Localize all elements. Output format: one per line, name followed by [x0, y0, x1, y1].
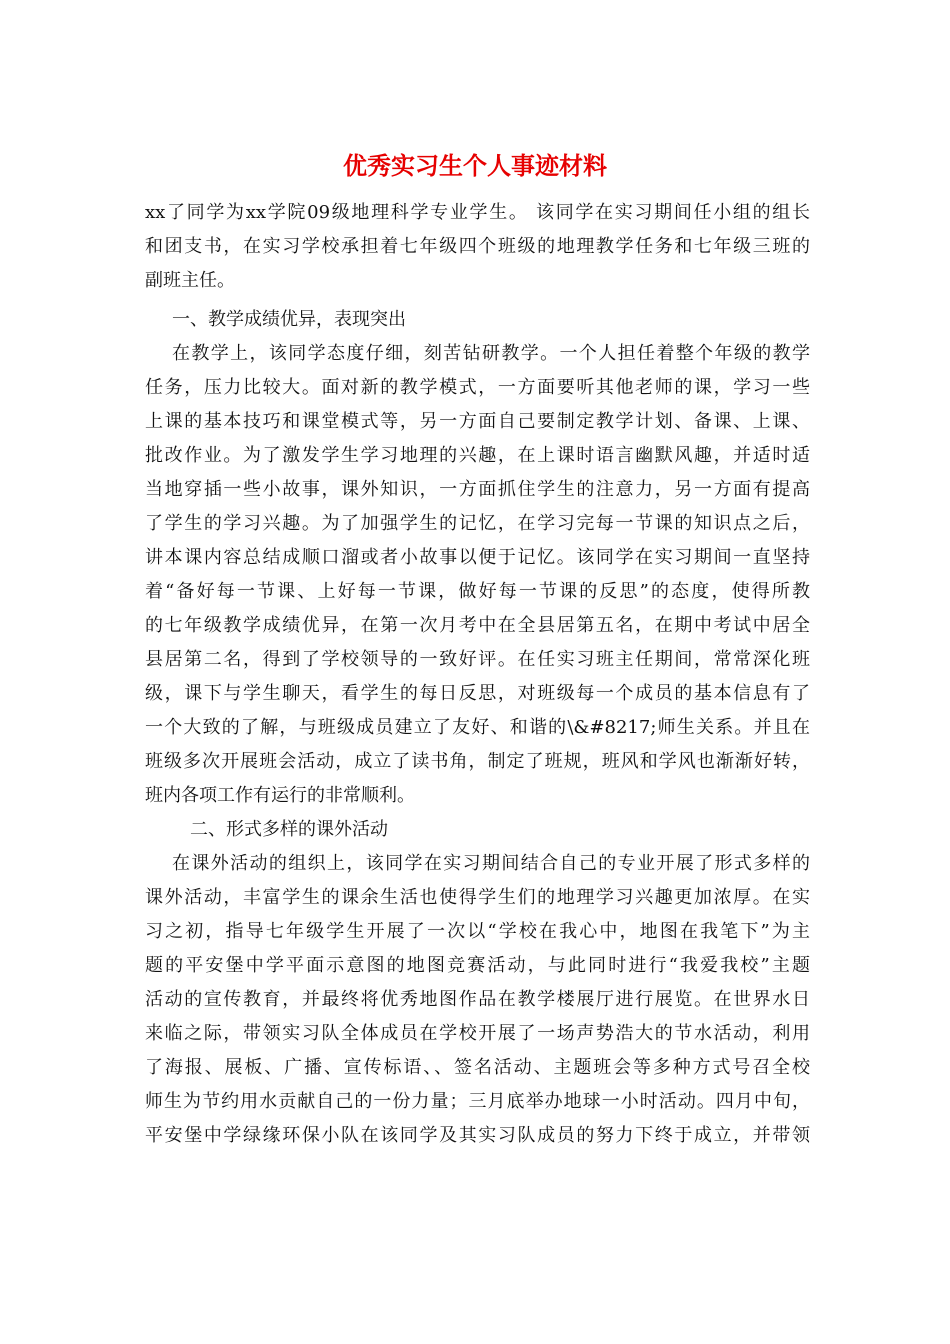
- paragraph-line: 习之初，指导七年级学生开展了一次以“学校在我心中，地图在我笔下”为主: [145, 921, 810, 942]
- paragraph-line: 班级多次开展班会活动，成立了读书角，制定了班规，班风和学风也渐渐好转，: [145, 751, 810, 772]
- paragraph-line: 在课外活动的组织上，该同学在实习期间结合自己的专业开展了形式多样的: [172, 853, 810, 874]
- paragraph-line: 了海报、展板、广播、宣传标语、、签名活动、主题班会等多种方式号召全校: [145, 1057, 810, 1078]
- paragraph-line: 课外活动，丰富学生的课余生活也使得学生们的地理学习兴趣更加浓厚。在实: [145, 887, 810, 908]
- paragraph-line: 任务，压力比较大。面对新的教学模式，一方面要听其他老师的课，学习一些: [145, 377, 810, 398]
- paragraph-line: 着“备好每一节课、上好每一节课，做好每一节课的反思”的态度，使得所教: [145, 581, 810, 602]
- section-heading-1: 一、教学成绩优异，表现突出: [172, 309, 406, 330]
- paragraph-line: 活动的宣传教育，并最终将优秀地图作品在教学楼展厅进行展览。在世界水日: [145, 989, 810, 1010]
- paragraph-line: 题的平安堡中学平面示意图的地图竞赛活动，与此同时进行“我爱我校”主题: [145, 955, 810, 976]
- paragraph-line: 一个大致的了解，与班级成员建立了友好、和谐的\&#8217;师生关系。并且在: [145, 717, 810, 738]
- paragraph-line: 了学生的学习兴趣。为了加强学生的记忆，在学习完每一节课的知识点之后，: [145, 513, 810, 534]
- section-heading-2: 二、形式多样的课外活动: [190, 819, 388, 840]
- intro-line: 副班主任。: [145, 270, 235, 291]
- paragraph-line: 当地穿插一些小故事，课外知识，一方面抓住学生的注意力，另一方面有提高: [145, 479, 810, 500]
- paragraph-line: 平安堡中学绿缘环保小队在该同学及其实习队成员的努力下终于成立，并带领: [145, 1125, 810, 1146]
- paragraph-line: 县居第二名，得到了学校领导的一致好评。在任实习班主任期间，常常深化班: [145, 649, 810, 670]
- paragraph-line: 师生为节约用水贡献自己的一份力量；三月底举办地球一小时活动。四月中旬，: [145, 1091, 810, 1112]
- paragraph-line: 班内各项工作有运行的非常顺利。: [145, 785, 415, 806]
- paragraph-line: 讲本课内容总结成顺口溜或者小故事以便于记忆。该同学在实习期间一直坚持: [145, 547, 810, 568]
- document-title: 优秀实习生个人事迹材料: [343, 151, 607, 180]
- paragraph-line: 批改作业。为了激发学生学习地理的兴趣，在上课时语言幽默风趣，并适时适: [145, 445, 810, 466]
- paragraph-line: 的七年级教学成绩优异，在第一次月考中在全县居第五名，在期中考试中居全: [145, 615, 810, 636]
- paragraph-line: 在教学上，该同学态度仔细，刻苦钻研教学。一个人担任着整个年级的教学: [172, 343, 810, 364]
- paragraph-line: 上课的基本技巧和课堂模式等，另一方面自己要制定教学计划、备课、上课、: [145, 411, 810, 432]
- paragraph-line: 来临之际，带领实习队全体成员在学校开展了一场声势浩大的节水活动，利用: [145, 1023, 810, 1044]
- intro-line: xx了同学为xx学院09级地理科学专业学生。 该同学在实习期间任小组的组长: [145, 202, 810, 223]
- intro-line: 和团支书，在实习学校承担着七年级四个班级的地理教学任务和七年级三班的: [145, 236, 810, 257]
- paragraph-line: 级，课下与学生聊天，看学生的每日反思，对班级每一个成员的基本信息有了: [145, 683, 810, 704]
